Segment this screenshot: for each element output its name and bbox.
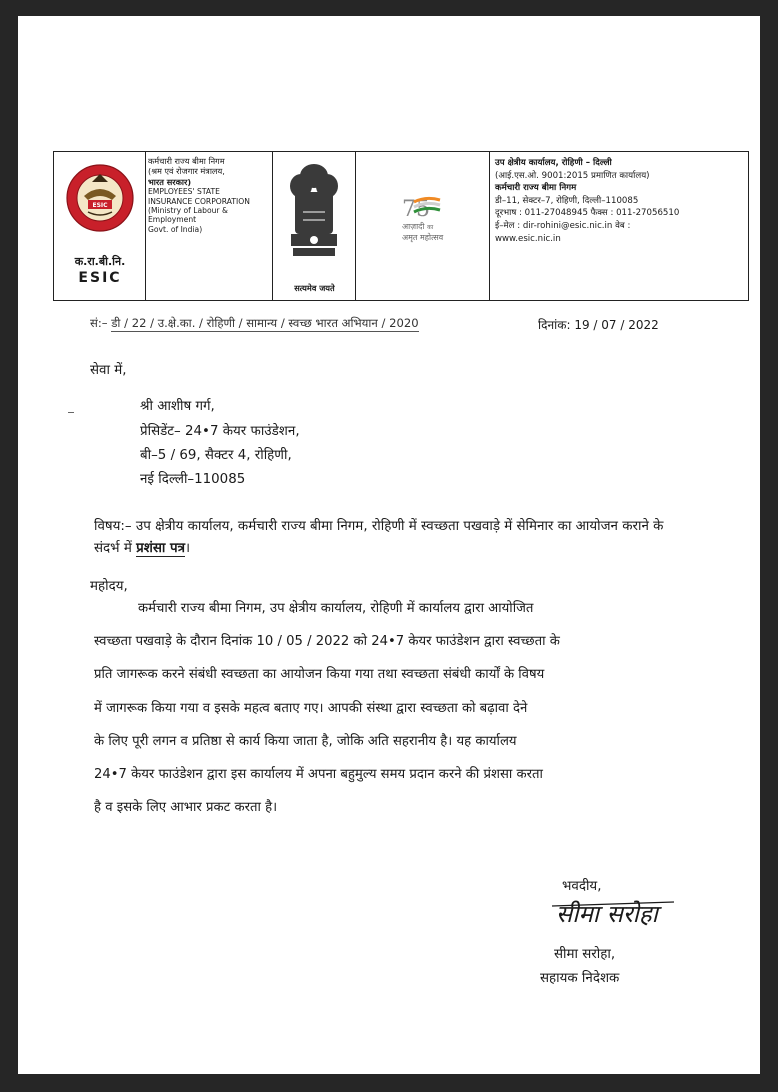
scan-mark — [68, 412, 74, 413]
office-line: कर्मचारी राज्य बीमा निगम — [495, 183, 577, 194]
emblem-cell — [273, 152, 356, 300]
org-hindi-line: भारत सरकार) — [148, 176, 192, 187]
org-english-line: Govt. of India) — [148, 224, 203, 234]
esic-logo-cell — [54, 152, 146, 300]
letter-date — [538, 316, 659, 333]
body-line: कर्मचारी राज्य बीमा निगम, उप क्षेत्रीय कार्यालय, रोहिणी में कार्यालय द्वारा आयोजित — [138, 601, 534, 616]
addressee-line: नई दिल्ली–110085 — [140, 472, 246, 487]
signature-text: सीमा सरोहा — [556, 900, 658, 928]
esic-abbr-english: ESIC — [78, 270, 122, 286]
org-hindi-line: (श्रम एवं रोजगार मंत्रालय, — [148, 166, 225, 177]
office-line: www.esic.nic.in — [495, 233, 561, 244]
body-line: है व इसके लिए आभार प्रकट करता है। — [94, 800, 278, 816]
national-emblem-icon — [273, 156, 356, 276]
body-line: प्रति जागरूक करने संबंधी स्वच्छता का आयोजन किया गया तथा स्वच्छता संबंधी कार्यों के विषय — [94, 667, 545, 683]
org-english-line: Employment — [148, 215, 197, 225]
azadi-text: आज़ादी — [402, 222, 425, 231]
office-line: ई–मेल : dir-rohini@esic.nic.in वेब : — [495, 220, 631, 231]
office-address-cell — [490, 152, 748, 300]
body-line: में जागरूक किया गया व इसके महत्व बताए गए। आपकी संस्था द्वारा स्वच्छता को बढ़ावा देने — [94, 700, 528, 716]
subject-text: उप क्षेत्रीय कार्यालय, कर्मचारी राज्य बीमा निगम, रोहिणी में स्वच्छता पखवाड़े में सेमिनार का आयोजन कराने के संदर्भ में — [94, 519, 664, 556]
org-english-line: (Ministry of Labour & — [148, 206, 228, 216]
svg-text:75: 75 — [402, 197, 430, 222]
signatory-name: सीमा सरोहा, — [554, 947, 616, 962]
addressee-line: प्रेसिडेंट– 24•7 केयर फाउंडेशन, — [140, 424, 300, 439]
org-hindi-line: कर्मचारी राज्य बीमा निगम — [148, 156, 225, 166]
letterhead — [53, 151, 749, 301]
esic-logo-icon — [54, 152, 146, 252]
subject-line — [94, 516, 684, 560]
addressee-line: श्री आशीष गर्ग, — [140, 399, 215, 414]
office-line: दूरभाष : 011-27048945 फैक्स : 011-27056510 — [495, 208, 680, 219]
letter-page — [18, 16, 760, 1074]
esic-abbr-hindi: क.रा.बी.नि. — [74, 255, 126, 268]
subject-label: विषय:– — [94, 519, 132, 534]
letter-body — [94, 592, 682, 824]
subject-end: । — [185, 541, 191, 556]
handwritten-signature — [542, 888, 682, 936]
date-value: 19 / 07 / 2022 — [574, 318, 659, 332]
reference-prefix: सं:– — [90, 316, 108, 330]
date-label: दिनांक: — [538, 318, 571, 332]
body-line: 24•7 केयर फाउंडेशन द्वारा इस कार्यालय में अपना बहुमुल्य समय प्रदान करने की प्रंशसा करता — [94, 767, 543, 783]
reference-number — [90, 316, 419, 331]
office-line: (आई.एस.ओ. 9001:2015 प्रमाणित कार्यालय) — [495, 170, 650, 181]
azadi-logo-cell — [356, 152, 490, 300]
reference-value: डी / 22 / उ.क्षे.का. / रोहिणी / सामान्य / स्वच्छ भारत अभियान / 2020 — [111, 316, 419, 330]
body-line: के लिए पूरी लगन व प्रतिष्ठा से कार्य किया जाता है, जोकि अति सहरानीय है। यह कार्यालय — [94, 733, 517, 749]
office-line: डी–11, सेक्टर–7, रोहिणी, दिल्ली–110085 — [495, 195, 639, 206]
greeting: महोदय, — [90, 579, 128, 594]
signatory-designation: सहायक निदेशक — [540, 971, 620, 986]
org-english-line: INSURANCE CORPORATION — [148, 196, 250, 206]
org-name-cell — [146, 152, 273, 300]
emblem-motto: सत्यमेव जयते — [294, 283, 335, 293]
body-line: स्वच्छता पखवाड़े के दौरान दिनांक 10 / 05 / 2022 को 24•7 केयर फाउंडेशन द्वारा स्वच्छता के — [94, 634, 560, 650]
subject-highlight: प्रशंसा पत्र — [136, 541, 186, 556]
office-line: उप क्षेत्रीय कार्यालय, रोहिणी – दिल्ली — [495, 158, 612, 168]
azadi-text: का — [427, 224, 434, 231]
valediction: भवदीय, — [562, 879, 602, 894]
addressee-line: बी–5 / 69, सैक्टर 4, रोहिणी, — [140, 448, 292, 463]
salutation-to: सेवा में, — [90, 363, 127, 378]
azadi-text: अमृत महोत्सव — [402, 233, 444, 242]
svg-text:ESIC: ESIC — [92, 202, 108, 209]
org-english-line: EMPLOYEES' STATE — [148, 187, 220, 197]
